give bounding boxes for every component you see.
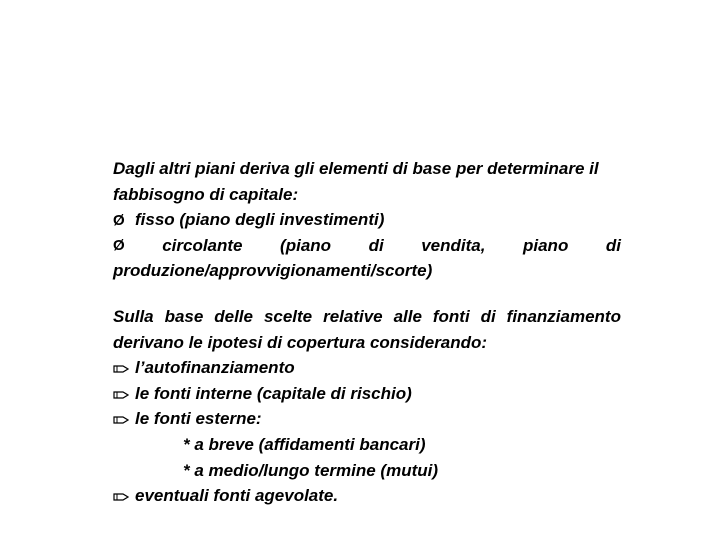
arrow-bullet-icon: Ø bbox=[113, 212, 125, 230]
word: scelte bbox=[263, 307, 313, 326]
list-item bbox=[113, 406, 621, 432]
text-line: fabbisogno di capitale: bbox=[113, 184, 299, 204]
word: fonti bbox=[432, 307, 470, 326]
text-line bbox=[113, 304, 621, 330]
list-item-text: l’autofinanziamento bbox=[135, 358, 295, 378]
list-item bbox=[113, 355, 621, 381]
pencil-bullet-icon bbox=[113, 407, 135, 433]
funding-sources-paragraph bbox=[113, 304, 621, 509]
list-item bbox=[113, 483, 621, 509]
pencil-bullet-icon bbox=[113, 356, 135, 382]
word: base bbox=[164, 307, 204, 326]
sub-list-item: * a breve (affidamenti bancari) bbox=[183, 434, 426, 454]
word: vendita, bbox=[421, 235, 486, 255]
text-line: derivano le ipotesi di copertura considerando: bbox=[113, 332, 488, 352]
sub-list-item: * a medio/lungo termine (mutui) bbox=[183, 460, 439, 480]
word: alle bbox=[393, 307, 422, 326]
list-item-text: le fonti esterne: bbox=[135, 409, 262, 429]
word: delle bbox=[214, 307, 253, 326]
word: piano bbox=[523, 235, 569, 255]
arrow-bullet-icon: Ø bbox=[113, 236, 125, 254]
list-item bbox=[113, 207, 621, 233]
word: di bbox=[368, 235, 384, 255]
list-item bbox=[113, 381, 621, 407]
list-item-text: eventuali fonti agevolate. bbox=[135, 486, 339, 506]
pencil-bullet-icon bbox=[113, 484, 135, 510]
word: Sulla bbox=[113, 307, 154, 326]
text-line: produzione/approvvigionamenti/scorte) bbox=[113, 261, 433, 281]
list-item-text: le fonti interne (capitale di rischio) bbox=[135, 383, 412, 403]
list-item-text: fisso (piano degli investimenti) bbox=[135, 210, 385, 230]
word: (piano bbox=[280, 235, 332, 255]
word: relative bbox=[323, 307, 383, 326]
list-item bbox=[113, 233, 621, 259]
text-line: Dagli altri piani deriva gli elementi di base per determinare il bbox=[113, 159, 599, 178]
pencil-bullet-icon bbox=[113, 382, 135, 408]
word: circolante bbox=[162, 235, 243, 255]
financing-needs-paragraph bbox=[113, 156, 621, 284]
word: di bbox=[480, 307, 496, 326]
word: di bbox=[605, 235, 621, 255]
word: finanziamento bbox=[506, 307, 621, 326]
